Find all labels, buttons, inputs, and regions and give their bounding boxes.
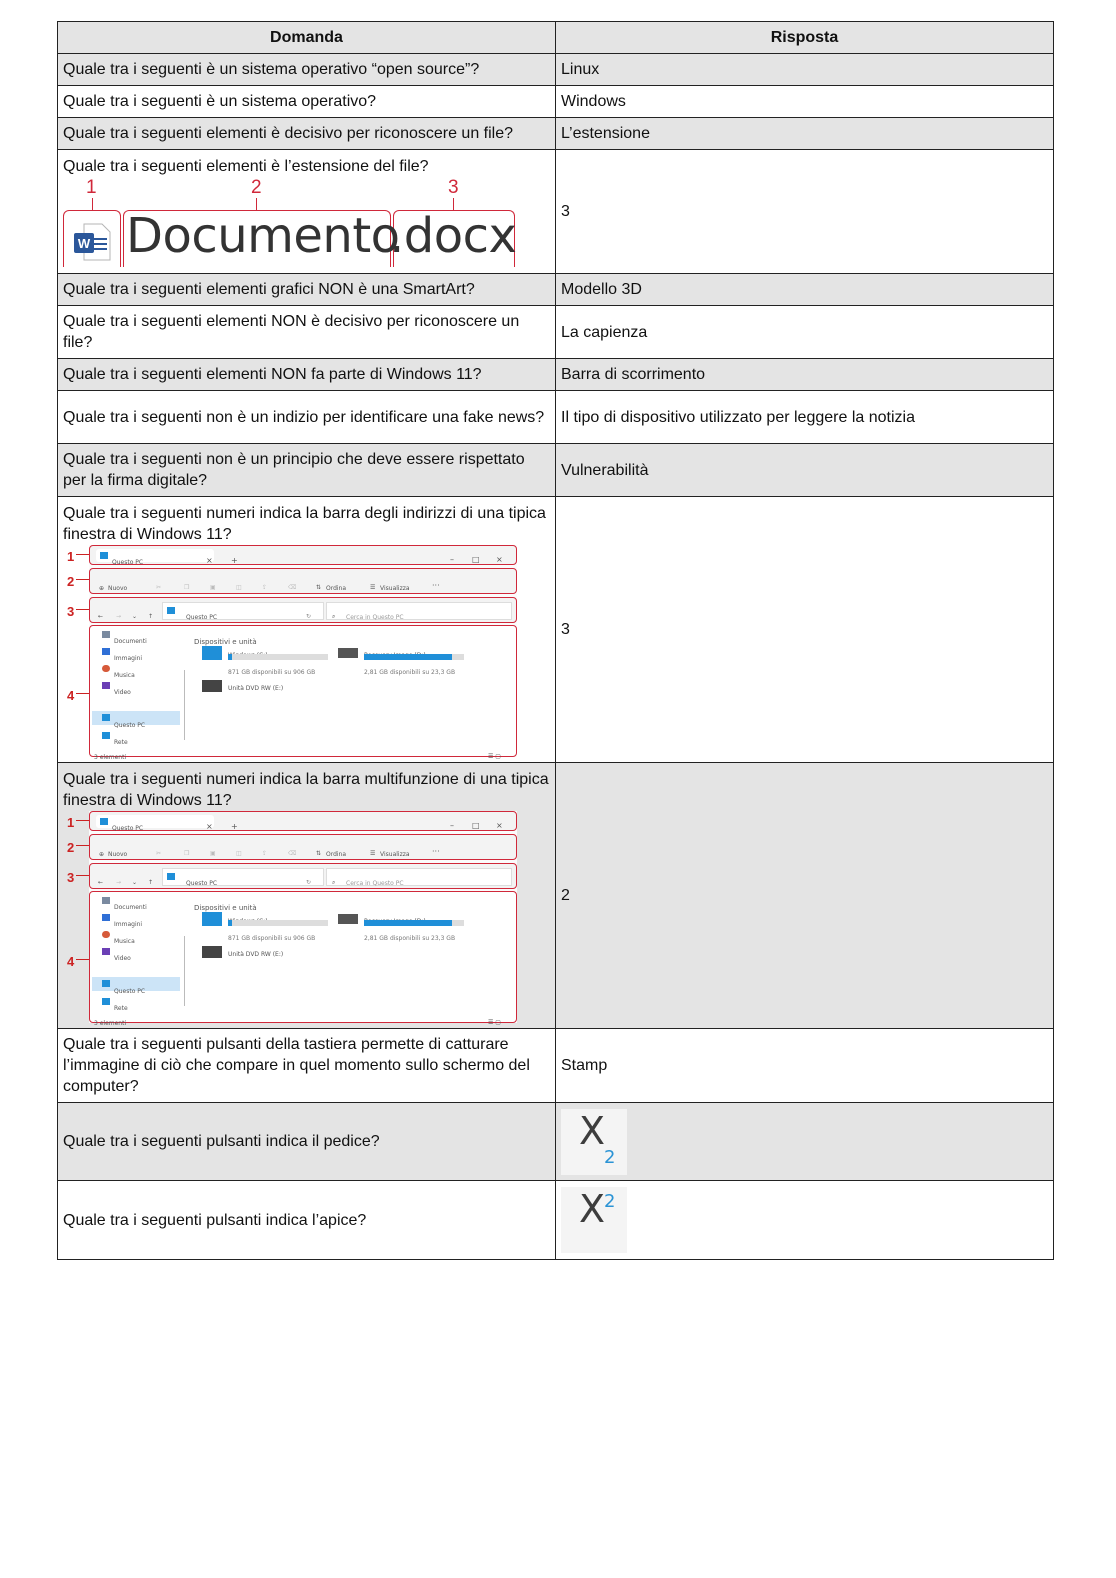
rename-icon[interactable]: ◫	[236, 850, 242, 857]
drive-c-info: 871 GB disponibili su 906 GB	[228, 669, 316, 676]
forward-icon[interactable]: →	[116, 613, 122, 620]
up-icon[interactable]: ↑	[148, 879, 154, 886]
search-input[interactable]: Cerca in Questo PC	[346, 880, 404, 887]
content-area	[89, 625, 517, 761]
callout-2: 2	[251, 177, 262, 198]
details-view-icon[interactable]: ☰ ▢	[488, 1019, 501, 1026]
question-cell: Quale tra i seguenti pulsanti indica l’apice?	[58, 1181, 556, 1260]
refresh-icon[interactable]: ↻	[306, 613, 312, 620]
copy-icon[interactable]: ❐	[184, 584, 190, 591]
column-header-answer: Risposta	[556, 22, 1054, 54]
question-cell: Quale tra i seguenti elementi grafici NON è una SmartArt?	[58, 274, 556, 306]
address-bar	[89, 597, 517, 623]
question-cell: Quale tra i seguenti pulsanti indica il pedice?	[58, 1103, 556, 1181]
cut-icon[interactable]: ✂	[156, 584, 162, 591]
drive-c-info: 871 GB disponibili su 906 GB	[228, 935, 316, 942]
sort-icon[interactable]: ⇅	[316, 850, 322, 857]
question-text: Quale tra i seguenti numeri indica la barra degli indirizzi di una tipica finestra di Windows 11?	[63, 505, 546, 543]
column-header-question: Domanda	[58, 22, 556, 54]
sort-button[interactable]: Ordina	[326, 851, 347, 858]
close-tab-icon[interactable]: ×	[206, 822, 213, 831]
callout-2: 2	[67, 574, 75, 589]
table-row	[58, 763, 1054, 1029]
answer-cell	[556, 1103, 1054, 1181]
answer-cell: Modello 3D	[556, 274, 1054, 306]
table-row	[58, 274, 1054, 306]
table-row	[58, 1181, 1054, 1260]
subscript-button-icon: X 2	[561, 1109, 627, 1175]
sidebar-item-documents[interactable]: Documenti	[114, 904, 147, 911]
view-button[interactable]: Visualizza	[380, 585, 410, 592]
close-tab-icon[interactable]: ×	[206, 556, 213, 565]
back-icon[interactable]: ←	[98, 613, 104, 620]
sidebar-item-music[interactable]: Musica	[114, 938, 135, 945]
drive-d-info: 2,81 GB disponibili su 23,3 GB	[364, 669, 456, 676]
new-tab-icon[interactable]: +	[231, 822, 238, 831]
refresh-icon[interactable]: ↻	[306, 879, 312, 886]
sidebar-item-video[interactable]: Video	[114, 689, 131, 696]
content-area	[89, 891, 517, 1027]
command-bar	[89, 568, 517, 594]
answer-cell: Il tipo di dispositivo utilizzato per leggere la notizia	[556, 391, 1054, 444]
question-cell: Quale tra i seguenti pulsanti della tastiera permette di catturare l’immagine di ciò che compare in quel momento sullo schermo del computer?	[58, 1029, 556, 1103]
up-icon[interactable]: ↑	[148, 613, 154, 620]
table-row	[58, 391, 1054, 444]
address-field[interactable]: Questo PC	[186, 880, 218, 887]
maximize-icon[interactable]: □	[472, 555, 480, 564]
question-cell: Quale tra i seguenti è un sistema operativo?	[58, 86, 556, 118]
minimize-icon[interactable]: –	[450, 821, 454, 830]
explorer-illustration	[63, 811, 519, 1025]
table-row	[58, 359, 1054, 391]
paste-icon[interactable]: ▣	[210, 850, 216, 857]
callout-1: 1	[67, 549, 75, 564]
sidebar-item-this-pc[interactable]: Questo PC	[114, 722, 146, 729]
maximize-icon[interactable]: □	[472, 821, 480, 830]
table-row	[58, 1103, 1054, 1181]
title-bar	[89, 811, 517, 831]
table-row	[58, 306, 1054, 359]
answer-cell: Vulnerabilità	[556, 444, 1054, 497]
sort-button[interactable]: Ordina	[326, 585, 347, 592]
back-icon[interactable]: ←	[98, 879, 104, 886]
sidebar-item-network[interactable]: Rete	[114, 1005, 128, 1012]
question-cell: Quale tra i seguenti non è un principio che deve essere rispettato per la firma digitale?	[58, 444, 556, 497]
new-tab-icon[interactable]: +	[231, 556, 238, 565]
sidebar-item-video[interactable]: Video	[114, 955, 131, 962]
close-window-icon[interactable]: ×	[496, 821, 503, 830]
answer-cell: Linux	[556, 54, 1054, 86]
table-row	[58, 444, 1054, 497]
drive-c-usage	[228, 920, 232, 926]
copy-icon[interactable]: ❐	[184, 850, 190, 857]
answer-cell: 3	[556, 497, 1054, 763]
sidebar-item-images[interactable]: Immagini	[114, 921, 143, 928]
paste-icon[interactable]: ▣	[210, 584, 216, 591]
sidebar-item-this-pc[interactable]: Questo PC	[114, 988, 146, 995]
search-icon: ⌕	[332, 879, 336, 886]
file-name-illustration	[63, 177, 523, 263]
question-cell: Quale tra i seguenti elementi è decisivo per riconoscere un file?	[58, 118, 556, 150]
question-cell	[58, 150, 556, 274]
forward-icon[interactable]: →	[116, 879, 122, 886]
table-row	[58, 54, 1054, 86]
address-field[interactable]: Questo PC	[186, 614, 218, 621]
qa-table	[57, 21, 1054, 1260]
new-button[interactable]: Nuovo	[108, 585, 128, 592]
sidebar-item-music[interactable]: Musica	[114, 672, 135, 679]
answer-cell: 2	[556, 763, 1054, 1029]
section-title: Dispositivi e unità	[194, 904, 257, 912]
table-row	[58, 1029, 1054, 1103]
question-cell: Quale tra i seguenti elementi NON è decisivo per riconoscere un file?	[58, 306, 556, 359]
new-button[interactable]: Nuovo	[108, 851, 128, 858]
sidebar-item-network[interactable]: Rete	[114, 739, 128, 746]
recent-icon[interactable]: ⌄	[132, 613, 138, 620]
file-name: Documento	[126, 208, 400, 264]
view-button[interactable]: Visualizza	[380, 851, 410, 858]
address-bar	[89, 863, 517, 889]
details-view-icon[interactable]: ☰ ▢	[488, 753, 501, 760]
sidebar-item-documents[interactable]: Documenti	[114, 638, 147, 645]
callout-3: 3	[448, 177, 459, 198]
minimize-icon[interactable]: –	[450, 555, 454, 564]
view-icon[interactable]: ☰	[370, 584, 376, 591]
close-window-icon[interactable]: ×	[496, 555, 503, 564]
callout-4: 4	[67, 954, 75, 969]
sort-icon[interactable]: ⇅	[316, 584, 322, 591]
answer-cell: La capienza	[556, 306, 1054, 359]
status-bar: 3 elementi	[94, 1020, 127, 1027]
status-bar: 3 elementi	[94, 754, 127, 761]
more-icon[interactable]: ···	[432, 581, 440, 590]
rename-icon[interactable]: ◫	[236, 584, 242, 591]
callout-4: 4	[67, 688, 75, 703]
recent-icon[interactable]: ⌄	[132, 879, 138, 886]
answer-cell: L’estensione	[556, 118, 1054, 150]
command-bar	[89, 834, 517, 860]
drive-c-usage	[228, 654, 232, 660]
drive-e-label[interactable]: Unità DVD RW (E:)	[228, 685, 284, 692]
file-extension: .docx	[389, 208, 517, 264]
question-cell	[58, 497, 556, 763]
delete-icon[interactable]: ⌫	[288, 584, 297, 591]
answer-cell: Stamp	[556, 1029, 1054, 1103]
question-cell	[58, 763, 556, 1029]
cut-icon[interactable]: ✂	[156, 850, 162, 857]
callout-3: 3	[67, 870, 75, 885]
drive-d-usage	[364, 920, 452, 926]
callout-1: 1	[67, 815, 75, 830]
explorer-illustration	[63, 545, 519, 759]
section-title: Dispositivi e unità	[194, 638, 257, 646]
question-cell: Quale tra i seguenti non è un indizio per identificare una fake news?	[58, 391, 556, 444]
table-row	[58, 118, 1054, 150]
callout-1: 1	[86, 177, 97, 198]
answer-cell: 3	[556, 150, 1054, 274]
answer-cell	[556, 1181, 1054, 1260]
question-text: Quale tra i seguenti elementi è l’estensione del file?	[63, 158, 429, 175]
callout-2: 2	[67, 840, 75, 855]
superscript-button-icon: X 2	[561, 1187, 627, 1253]
search-icon: ⌕	[332, 613, 336, 620]
table-row	[58, 86, 1054, 118]
new-icon[interactable]: ⊕	[99, 585, 105, 592]
tab-title: Questo PC	[112, 825, 144, 832]
table-row	[58, 150, 1054, 274]
share-icon[interactable]: ⇪	[262, 584, 268, 591]
share-icon[interactable]: ⇪	[262, 850, 268, 857]
question-cell: Quale tra i seguenti è un sistema operativo “open source”?	[58, 54, 556, 86]
table-row	[58, 497, 1054, 763]
drive-d-usage	[364, 654, 452, 660]
new-icon[interactable]: ⊕	[99, 851, 105, 858]
sidebar-item-images[interactable]: Immagini	[114, 655, 143, 662]
title-bar	[89, 545, 517, 565]
question-cell: Quale tra i seguenti elementi NON fa parte di Windows 11?	[58, 359, 556, 391]
more-icon[interactable]: ···	[432, 847, 440, 856]
callout-3: 3	[67, 604, 75, 619]
view-icon[interactable]: ☰	[370, 850, 376, 857]
drive-d-info: 2,81 GB disponibili su 23,3 GB	[364, 935, 456, 942]
word-document-icon	[72, 222, 112, 262]
drive-e-label[interactable]: Unità DVD RW (E:)	[228, 951, 284, 958]
search-input[interactable]: Cerca in Questo PC	[346, 614, 404, 621]
answer-cell: Windows	[556, 86, 1054, 118]
word-icon-letter: W	[77, 236, 91, 251]
delete-icon[interactable]: ⌫	[288, 850, 297, 857]
tab-title: Questo PC	[112, 559, 144, 566]
answer-cell: Barra di scorrimento	[556, 359, 1054, 391]
question-text: Quale tra i seguenti numeri indica la barra multifunzione di una tipica finestra di Windows 11?	[63, 771, 549, 809]
